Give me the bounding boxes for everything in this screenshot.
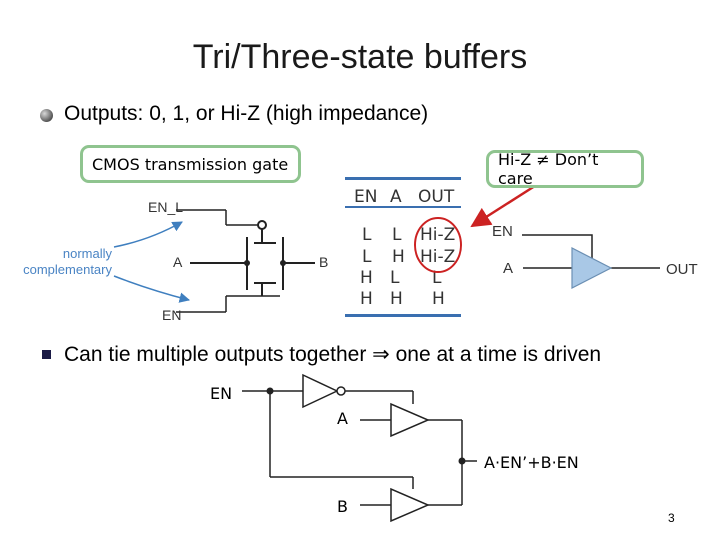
tristate-buffer xyxy=(492,223,698,288)
callout-hiz-text: Hi-Z ≠ Don’t care xyxy=(498,150,599,188)
page-number: 3 xyxy=(668,511,675,525)
buffer-label-a: A xyxy=(503,260,514,277)
tt-cell: L xyxy=(362,225,372,245)
tt-cell: Hi-Z xyxy=(420,225,456,245)
complementary-arrow-top xyxy=(114,222,182,247)
callout-cmos xyxy=(80,145,301,183)
tt-cell: H xyxy=(360,289,373,309)
junction-en xyxy=(267,388,274,395)
circuit-label-en: EN xyxy=(210,384,233,403)
label-normally: normally xyxy=(62,246,112,261)
transmission-gate xyxy=(190,221,315,296)
tt-cell: H xyxy=(432,289,445,309)
label-en-gate: EN xyxy=(162,307,182,323)
callout-cmos-text: CMOS transmission gate xyxy=(92,154,289,174)
bullet-outputs: Outputs: 0, 1, or Hi-Z (high impedance) xyxy=(64,102,429,125)
buffer-label-en: EN xyxy=(492,223,513,240)
tt-cell: H xyxy=(390,289,403,309)
tt-cell: L xyxy=(432,268,442,288)
tt-cell: H xyxy=(360,268,373,288)
circuit-label-a: A xyxy=(337,409,348,428)
complementary-arrow-bottom xyxy=(114,276,189,300)
tt-cell: L xyxy=(390,268,400,288)
label-complementary: complementary xyxy=(23,262,112,277)
label-en-l: EN_L xyxy=(148,199,184,215)
tt-header-out: OUT xyxy=(418,187,455,207)
label-a-gate: A xyxy=(173,254,183,270)
tt-header-a: A xyxy=(390,187,402,207)
tt-cell: Hi-Z xyxy=(420,247,456,267)
truth-table xyxy=(345,177,461,317)
circuit-label-b: B xyxy=(337,497,348,516)
tt-header-en: EN xyxy=(354,187,378,207)
circuit-label-out: A·EN’+B·EN xyxy=(484,453,579,472)
callout-hiz xyxy=(486,150,644,188)
tt-cell: H xyxy=(392,247,405,267)
bullet-tie-outputs: Can tie multiple outputs together ⇒ one at a time is driven xyxy=(64,343,602,366)
tt-cell: L xyxy=(362,247,372,267)
slide-title: Tri/Three-state buffers xyxy=(192,38,528,76)
hiz-callout-arrow xyxy=(472,184,538,226)
bullet-square-icon xyxy=(42,350,51,359)
buffer-label-out: OUT xyxy=(666,261,698,278)
junction-out xyxy=(459,458,466,465)
shared-bus-circuit xyxy=(242,375,477,521)
tt-cell: L xyxy=(392,225,402,245)
label-b-gate: B xyxy=(319,254,329,270)
